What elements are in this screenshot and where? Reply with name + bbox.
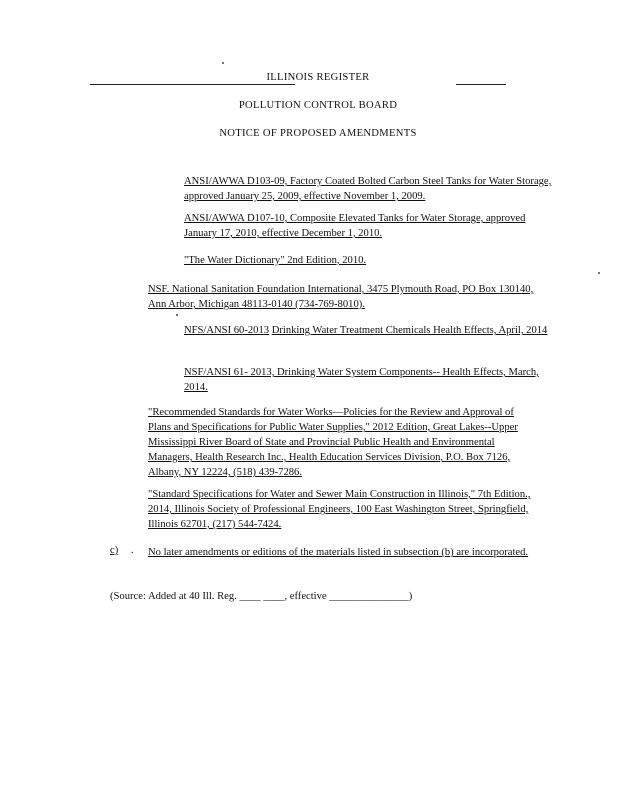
register-title: ILLINOIS REGISTER: [266, 72, 370, 83]
subsection-c-dot: .: [131, 545, 134, 556]
subsection-c-text: No later amendments or editions of the materials listed in subsection (b) are incorporated.: [148, 547, 529, 558]
header-rule-left: [90, 84, 295, 85]
entry-nsf61: NSF/ANSI 61- 2013, Drinking Water System Components-- Health Effects, March, 2014.: [184, 367, 539, 393]
entry-recommended-standards: "Recommended Standards for Water Works—Policies for the Review and Approval of Plans and Specifications for Public Water Supplies," 2012 Edition, Great Lakes--Upper Mississippi River Board of State and Provincial Public Health and Environmental Managers, Health Research Inc., Health Education Services Division, P.O. Box 7126, Albany, NY 12224, (518) 439-7286.: [148, 407, 518, 478]
entry-awwa-d103: ANSI/AWWA D103-09, Factory Coated Bolted Carbon Steel Tanks for Water Storage, approved January 25, 2009, effective November 1, 2009.: [184, 176, 552, 202]
source-note: (Source: Added at 40 Ill. Reg. ____ ____, effective _______________): [110, 591, 413, 602]
entry-nsf60-title: Drinking Water Treatment Chemicals Health Effects, April, 2014: [271, 325, 548, 336]
scan-speck: [176, 314, 178, 316]
notice-title: NOTICE OF PROPOSED AMENDMENTS: [219, 128, 417, 139]
entry-nsf60-code: NFS/ANSI 60-2013: [184, 325, 270, 336]
entry-nsf60: [184, 323, 554, 338]
subsection-c-label: c): [110, 545, 119, 556]
entry-nsf: NSF. National Sanitation Foundation International, 3475 Plymouth Road, PO Box 130140, Ann Arbor, Michigan 48113-0140 (734-769-8010).: [148, 284, 534, 310]
entry-standard-specifications: "Standard Specifications for Water and Sewer Main Construction in Illinois," 7th Edition., 2014, Illinois Society of Professional Engineers, 100 East Washington Street, Springfield, Illinois 62701, (217) 544-7424.: [148, 489, 531, 530]
scan-speck: [222, 62, 224, 64]
header-rule-right: [456, 84, 506, 85]
scan-speck: [598, 272, 600, 274]
entry-water-dictionary: "The Water Dictionary" 2nd Edition, 2010.: [184, 255, 367, 266]
board-title: POLLUTION CONTROL BOARD: [238, 100, 398, 111]
entry-awwa-d107: ANSI/AWWA D107-10, Composite Elevated Tanks for Water Storage, approved January 17, 2010, effective December 1, 2010.: [184, 213, 526, 239]
